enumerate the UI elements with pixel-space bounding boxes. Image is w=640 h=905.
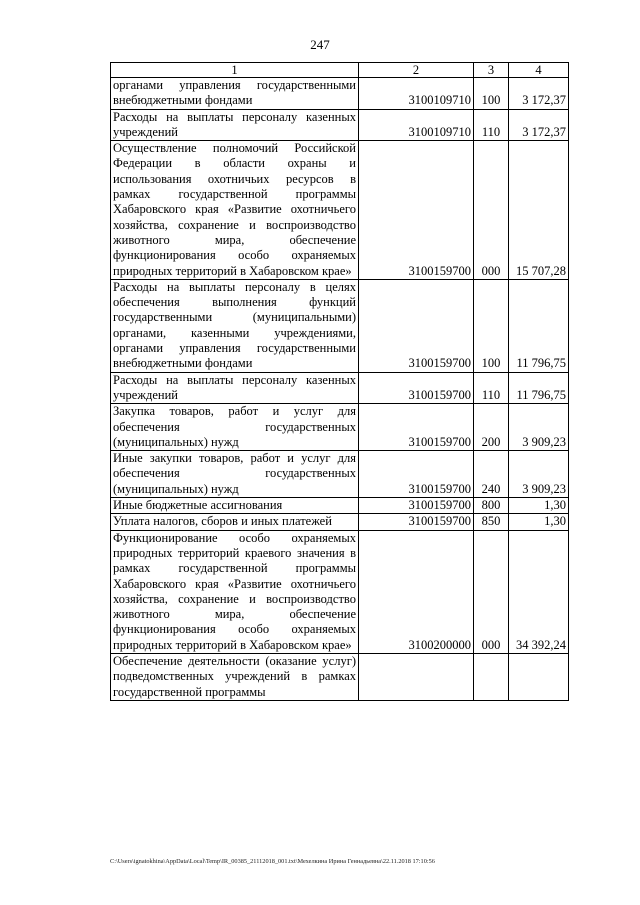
row-description: Иные закупки товаров, работ и услуг для обеспечения государственных (муниципальных) нужд (111, 451, 359, 498)
row-amount: 15 707,28 (509, 141, 569, 280)
table-row (111, 530, 569, 653)
table-body (111, 78, 569, 701)
row-expense-type: 240 (474, 451, 509, 498)
row-description: Уплата налогов, сборов и иных платежей (111, 514, 359, 530)
row-amount: 3 172,37 (509, 109, 569, 141)
budget-table (110, 62, 569, 701)
file-path-footer: C:\Users\ignatokhina\AppData\Local\Temp\IR_00385_21112018_001.txt\Мехелкина Ирина Геннадьевна\22.11.2018 17:10:56 (110, 858, 435, 865)
row-amount: 1,30 (509, 498, 569, 514)
column-header: 3 (474, 63, 509, 78)
table-row (111, 78, 569, 110)
table-row (111, 109, 569, 141)
row-amount (509, 653, 569, 700)
table-row (111, 653, 569, 700)
page-number: 247 (310, 37, 330, 52)
column-header: 1 (111, 63, 359, 78)
row-expense-type: 000 (474, 141, 509, 280)
row-description: Осуществление полномочий Российской Федерации в области охраны и использования охотничьих ресурсов в рамках государственной программы Хабаровского края «Развитие охотничьего хозяйства, сохранение и воспроизводство животного мира, обеспечение функционирования особо охраняемых природных территорий в Хабаровском крае» (111, 141, 359, 280)
row-expense-type: 110 (474, 109, 509, 141)
row-target-code: 3100159700 (359, 141, 474, 280)
table-row (111, 141, 569, 280)
row-target-code: 3100159700 (359, 372, 474, 404)
row-target-code: 3100159700 (359, 514, 474, 530)
row-expense-type: 800 (474, 498, 509, 514)
table-row (111, 451, 569, 498)
table-row (111, 498, 569, 514)
row-description: Расходы на выплаты персоналу казенных учреждений (111, 372, 359, 404)
row-target-code: 3100109710 (359, 78, 474, 110)
row-target-code: 3100159700 (359, 498, 474, 514)
row-amount: 3 172,37 (509, 78, 569, 110)
table-row (111, 514, 569, 530)
row-description: Функционирование особо охраняемых природных территорий краевого значения в рамках государственной программы Хабаровского края «Развитие охотничьего хозяйства, сохранение и воспроизводство животного мира, обеспечение функционирования особо охраняемых природных территорий в Хабаровском крае» (111, 530, 359, 653)
row-target-code: 3100109710 (359, 109, 474, 141)
row-target-code: 3100159700 (359, 279, 474, 372)
row-amount: 11 796,75 (509, 279, 569, 372)
row-target-code: 3100200000 (359, 530, 474, 653)
row-description: органами управления государственными внебюджетными фондами (111, 78, 359, 110)
table-header-row (111, 63, 569, 78)
row-expense-type: 110 (474, 372, 509, 404)
row-description: Расходы на выплаты персоналу казенных учреждений (111, 109, 359, 141)
row-description: Расходы на выплаты персоналу в целях обеспечения выполнения функций государственными (муниципальными) органами, казенными учреждениями, органами управления государственными внебюджетными фондами (111, 279, 359, 372)
column-header: 2 (359, 63, 474, 78)
row-target-code: 3100159700 (359, 451, 474, 498)
row-expense-type: 100 (474, 279, 509, 372)
row-amount: 11 796,75 (509, 372, 569, 404)
table-row (111, 404, 569, 451)
row-amount: 3 909,23 (509, 404, 569, 451)
row-description: Иные бюджетные ассигнования (111, 498, 359, 514)
table-row (111, 279, 569, 372)
row-expense-type: 100 (474, 78, 509, 110)
row-amount: 1,30 (509, 514, 569, 530)
row-target-code (359, 653, 474, 700)
row-amount: 34 392,24 (509, 530, 569, 653)
table-row (111, 372, 569, 404)
row-expense-type: 850 (474, 514, 509, 530)
row-expense-type: 000 (474, 530, 509, 653)
row-amount: 3 909,23 (509, 451, 569, 498)
row-expense-type: 200 (474, 404, 509, 451)
column-header: 4 (509, 63, 569, 78)
row-description: Обеспечение деятельности (оказание услуг) подведомственных учреждений в рамках государственной программы (111, 653, 359, 700)
row-expense-type (474, 653, 509, 700)
row-target-code: 3100159700 (359, 404, 474, 451)
row-description: Закупка товаров, работ и услуг для обеспечения государственных (муниципальных) нужд (111, 404, 359, 451)
